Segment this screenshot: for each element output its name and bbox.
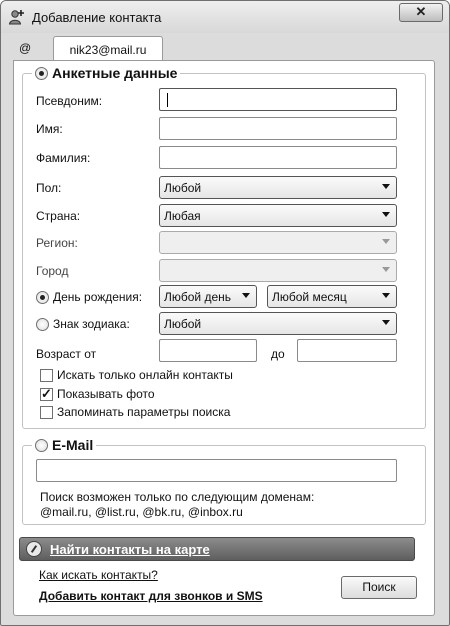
region-label: Регион: bbox=[36, 236, 78, 250]
map-search-link[interactable]: Найти контакты на карте bbox=[50, 542, 210, 557]
remember-params-option[interactable] bbox=[40, 405, 230, 419]
last-name-label: Фамилия: bbox=[36, 151, 91, 165]
text-caret bbox=[167, 93, 168, 107]
at-sign-icon: @ bbox=[19, 41, 32, 55]
tab-account[interactable] bbox=[53, 36, 163, 62]
birthday-radio[interactable] bbox=[36, 291, 49, 304]
nickname-label: Псевдоним: bbox=[36, 94, 103, 108]
zodiac-value: Любой bbox=[164, 317, 202, 331]
compass-icon bbox=[26, 541, 42, 557]
profile-legend-label: Анкетные данные bbox=[52, 65, 178, 81]
chevron-down-icon bbox=[382, 293, 390, 298]
chevron-down-icon bbox=[382, 184, 390, 189]
email-legend-label: E-Mail bbox=[52, 437, 94, 453]
zodiac-label: Знак зодиака: bbox=[53, 317, 130, 331]
window-title: Добавление контакта bbox=[32, 10, 162, 25]
age-from-input[interactable] bbox=[159, 339, 257, 362]
how-to-search-link[interactable]: Как искать контакты? bbox=[39, 568, 158, 582]
gender-value: Любой bbox=[164, 181, 202, 195]
zodiac-radio[interactable] bbox=[36, 318, 49, 331]
domain-list: @mail.ru, @list.ru, @bk.ru, @inbox.ru bbox=[40, 505, 243, 519]
age-from-label: Возраст от bbox=[36, 347, 97, 361]
remember-params-label: Запоминать параметры поиска bbox=[57, 405, 231, 419]
tab-account-label: nik23@mail.ru bbox=[69, 43, 147, 57]
email-input[interactable] bbox=[36, 459, 397, 482]
chevron-down-icon bbox=[382, 267, 390, 272]
show-photo-label: Показывать фото bbox=[57, 387, 155, 401]
gender-label: Пол: bbox=[36, 181, 62, 195]
country-select[interactable] bbox=[159, 204, 397, 227]
zodiac-option[interactable] bbox=[36, 317, 130, 331]
map-search-bar[interactable] bbox=[19, 537, 415, 561]
close-button[interactable] bbox=[399, 3, 443, 22]
email-legend[interactable] bbox=[32, 437, 96, 453]
country-label: Страна: bbox=[36, 209, 81, 223]
profile-legend[interactable] bbox=[32, 65, 180, 81]
show-photo-checkbox[interactable] bbox=[40, 388, 53, 401]
gender-select[interactable] bbox=[159, 176, 397, 199]
online-only-option[interactable] bbox=[40, 368, 233, 382]
birthday-day-value: Любой день bbox=[164, 290, 232, 304]
close-icon: ✕ bbox=[415, 4, 427, 19]
online-only-label: Искать только онлайн контакты bbox=[57, 368, 233, 382]
birthday-day-select[interactable] bbox=[159, 285, 257, 308]
first-name-label: Имя: bbox=[36, 122, 63, 136]
city-label: Город bbox=[36, 264, 69, 278]
chevron-down-icon bbox=[382, 212, 390, 217]
birthday-label: День рождения: bbox=[53, 290, 143, 304]
country-value: Любая bbox=[164, 209, 201, 223]
profile-radio[interactable] bbox=[35, 67, 48, 80]
last-name-input[interactable] bbox=[159, 146, 397, 169]
email-radio[interactable] bbox=[35, 439, 48, 452]
city-select[interactable] bbox=[159, 259, 397, 282]
search-button[interactable]: Поиск bbox=[341, 576, 417, 599]
title-bar bbox=[1, 1, 449, 33]
first-name-input[interactable] bbox=[159, 117, 397, 140]
chevron-down-icon bbox=[382, 239, 390, 244]
add-sms-contact-link[interactable]: Добавить контакт для звонков и SMS bbox=[39, 589, 263, 603]
birthday-option[interactable] bbox=[36, 290, 142, 304]
nickname-input[interactable] bbox=[159, 88, 397, 111]
birthday-month-value: Любой месяц bbox=[272, 290, 347, 304]
zodiac-select[interactable] bbox=[159, 312, 397, 335]
region-select[interactable] bbox=[159, 231, 397, 254]
chevron-down-icon bbox=[382, 320, 390, 325]
age-to-label: до bbox=[271, 347, 285, 361]
add-contact-icon bbox=[8, 8, 26, 26]
online-only-checkbox[interactable] bbox=[40, 369, 53, 382]
chevron-down-icon bbox=[242, 293, 250, 298]
domain-note: Поиск возможен только по следующим доменам: bbox=[40, 490, 315, 504]
birthday-month-select[interactable] bbox=[267, 285, 397, 308]
account-tab-bar bbox=[13, 35, 435, 61]
show-photo-option[interactable] bbox=[40, 387, 155, 401]
remember-params-checkbox[interactable] bbox=[40, 406, 53, 419]
search-panel bbox=[13, 60, 435, 616]
age-to-input[interactable] bbox=[297, 339, 397, 362]
